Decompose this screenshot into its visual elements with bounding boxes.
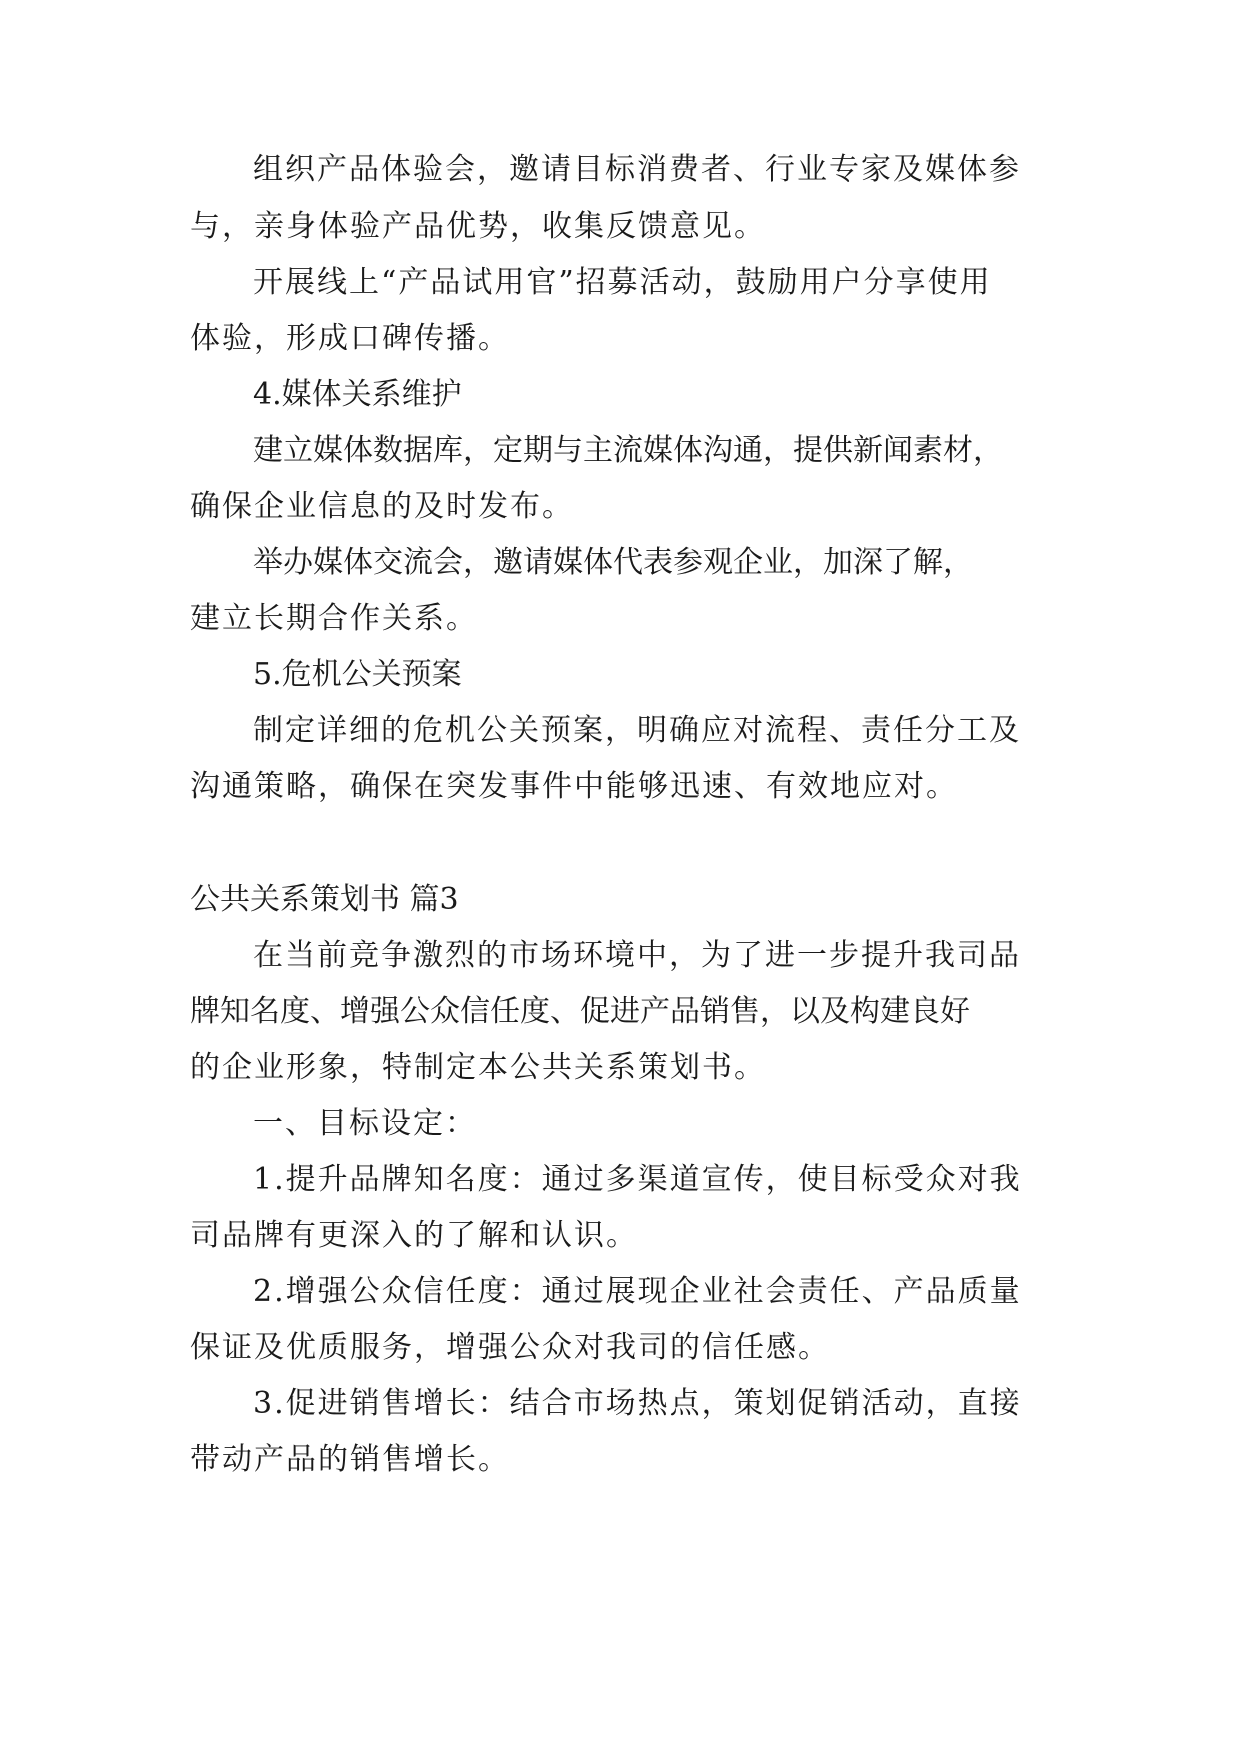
- paragraph-line: 制定详细的危机公关预案，明确应对流程、责任分工及: [253, 713, 1021, 748]
- paragraph-line: 确保企业信息的及时发布。: [190, 489, 574, 524]
- paragraph-line: 在当前竞争激烈的市场环境中，为了进一步提升我司品: [253, 938, 1021, 973]
- paragraph-line: 组织产品体验会，邀请目标消费者、行业专家及媒体参: [253, 152, 1021, 187]
- paragraph-line: 体验，形成口碑传播。: [190, 321, 510, 356]
- list-item: 1.提升品牌知名度：通过多渠道宣传，使目标受众对我: [253, 1162, 1022, 1197]
- paragraph-line: 建立媒体数据库，定期与主流媒体沟通，提供新闻素材，: [253, 433, 1003, 468]
- paragraph-line: 建立长期合作关系。: [190, 601, 478, 636]
- paragraph-line: 牌知名度、增强公众信任度、促进产品销售，以及构建良好: [190, 994, 970, 1029]
- list-item-continuation: 保证及优质服务，增强公众对我司的信任感。: [190, 1330, 830, 1365]
- list-item-continuation: 带动产品的销售增长。: [190, 1442, 510, 1477]
- paragraph-line: 的企业形象，特制定本公共关系策划书。: [190, 1050, 766, 1085]
- section-heading: 一、目标设定：: [253, 1106, 477, 1141]
- list-item: 2.增强公众信任度：通过展现企业社会责任、产品质量: [253, 1274, 1022, 1309]
- section-heading: 4.媒体关系维护: [253, 377, 462, 412]
- paragraph-line: 沟通策略，确保在突发事件中能够迅速、有效地应对。: [190, 769, 958, 804]
- list-item-continuation: 司品牌有更深入的了解和认识。: [190, 1218, 638, 1253]
- article-title: 公共关系策划书 篇3: [190, 882, 459, 917]
- section-heading: 5.危机公关预案: [253, 657, 462, 692]
- paragraph-line: 举办媒体交流会，邀请媒体代表参观企业，加深了解，: [253, 545, 973, 580]
- list-item: 3.促进销售增长：结合市场热点，策划促销活动，直接: [253, 1386, 1022, 1421]
- paragraph-line: 与，亲身体验产品优势，收集反馈意见。: [190, 209, 766, 244]
- paragraph-line: 开展线上“产品试用官”招募活动，鼓励用户分享使用: [253, 265, 992, 300]
